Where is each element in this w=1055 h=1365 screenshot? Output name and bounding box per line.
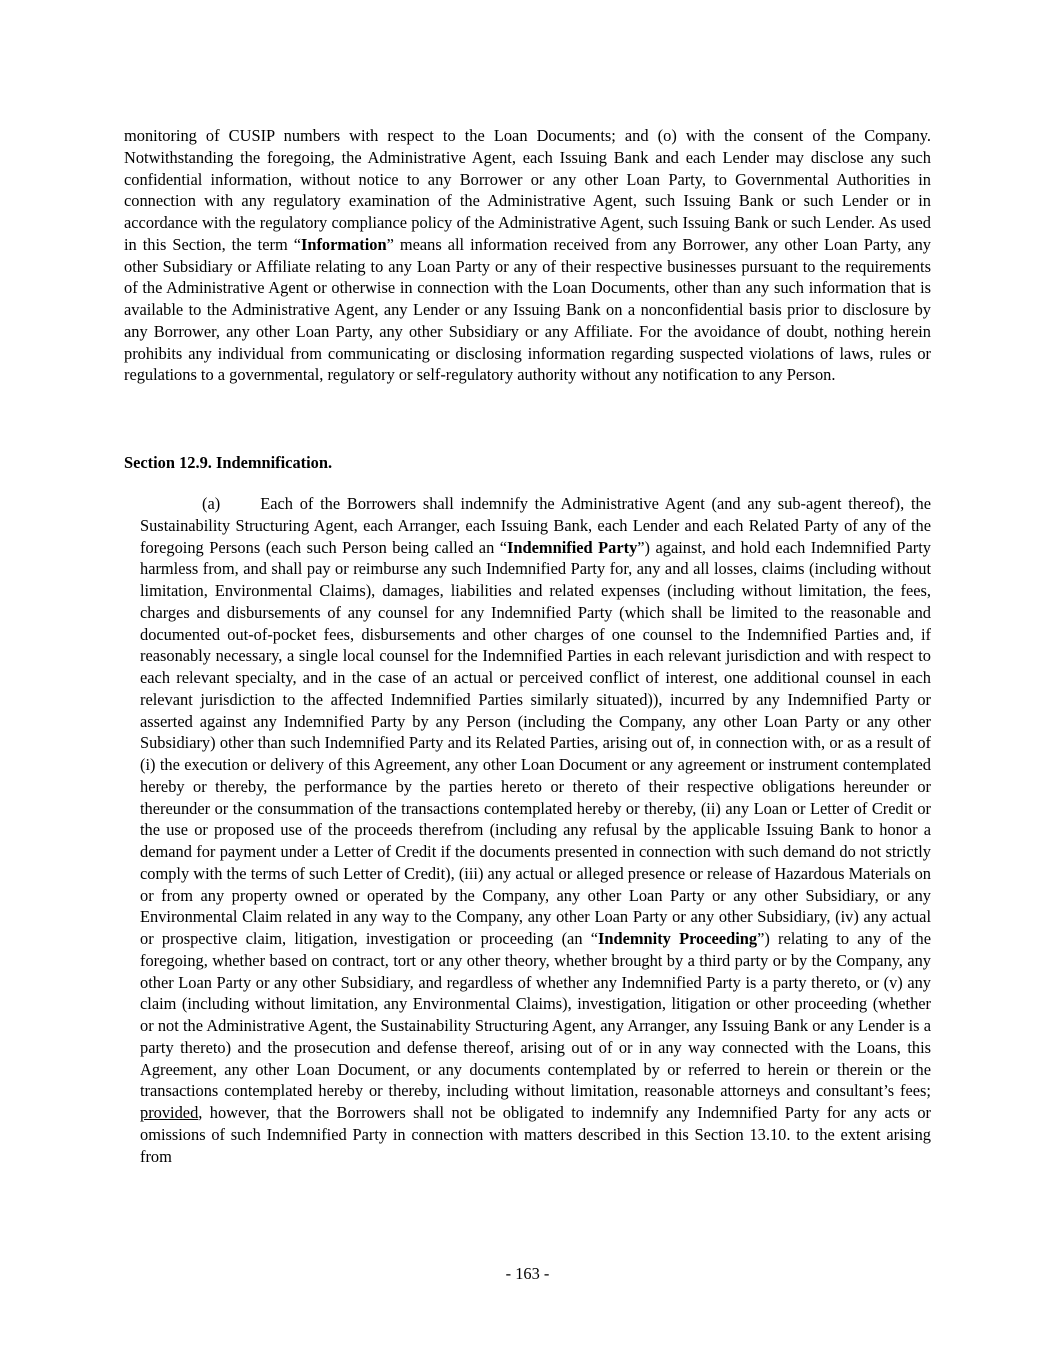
paragraph-text: monitoring of CUSIP numbers with respect to the Loan Documents; and (o) with the consent of the Company. Notwithstanding the foregoing, the Administrative Agent, each Issuing Bank and each Lender may disclose any such confidential information, without notice to any Borrower or any other Loan Party, to Governmental Authorities in connection with any regulatory examination of the Administrative Agent, such Issuing Bank or such Lender or in accordance with the regulatory compliance policy of the Administrative Agent, such Issuing Bank or such Lender. As used in this Section, the term “ (124, 126, 931, 254)
paragraph-text: ” means all information received from any Borrower, any other Loan Party, any other Subsidiary or Affiliate relating to any Loan Party or any of their respective businesses pursuant to the requirements of the Administrative Agent or otherwise in connection with the Loan Documents, other than any such information that is available to the Administrative Agent, any Lender or any Issuing Bank on a nonconfidential basis prior to disclosure by any Borrower, any other Loan Party, any other Subsidiary or any Affiliate. For the avoidance of doubt, nothing herein prohibits any individual from communicating or disclosing information regarding suspected violations of laws, rules or regulations to a governmental, regulatory or self-regulatory authority without any notification to any Person. (124, 234, 931, 385)
defined-term-indemnified-party: Indemnified Party (507, 537, 638, 557)
paragraph-text: Each of the Borrowers shall indemnify the Administrative Agent (and any sub-agent thereof), the Sustainability Structuring Agent, each Arranger, each Issuing Bank, each Lender and each Related Party of any of the foregoing Persons (each such Person being called an “ (140, 494, 931, 557)
indemnification-paragraph-a (140, 493, 931, 1167)
paragraph-label: (a) (202, 494, 221, 513)
page-number: - 163 - (505, 1264, 550, 1283)
underlined-term-provided: provided (140, 1103, 199, 1122)
defined-term-indemnity-proceeding: Indemnity Proceeding (598, 929, 758, 948)
paragraph-text: ”) relating to any of the foregoing, whether based on contract, tort or any other theory, whether brought by a third party or by the Company, any other Loan Party or any other Subsidiary, and regardless of whether any Indemnified Party is a party thereto, or (v) any claim (including without limitation, any Environmental Claims), investigation, litigation or other proceeding (whether or not the Administrative Agent, the Sustainability Structuring Agent, any Arranger, any Issuing Bank or any Lender is a party thereto) and the prosecution and defense thereof, arising out of or in any way connected with the Loans, this Agreement, any other Loan Document, or any documents contemplated by or referred to herein or therein or the transactions contemplated hereby or thereby, including without limitation, reasonable attorneys and consultant’s fees; (140, 929, 931, 1101)
confidentiality-paragraph (124, 125, 931, 386)
defined-term-information: Information (300, 234, 387, 254)
section-heading: Section 12.9. Indemnification. (124, 453, 333, 472)
paragraph-text: ”) against, and hold each Indemnified Party harmless from, and shall pay or reimburse any such Indemnified Party for, any and all losses, claims (including without limitation, Environmental Claims), damages, liabilities and related expenses (including without limitation, the fees, charges and disbursements of any counsel for any Indemnified Party (which shall be limited to the reasonable and documented out-of-pocket fees, disbursements and other charges of one counsel to the Indemnified Parties and, if reasonably necessary, a single local counsel for the Indemnified Parties in each relevant jurisdiction and with respect to each relevant specialty, and in the case of an actual or perceived conflict of interest, one additional counsel in each relevant jurisdiction to the affected Indemnified Parties similarly situated)), incurred by any Indemnified Party or asserted against any Indemnified Party by any Person (including the Company, any other Loan Party or any other Subsidiary) other than such Indemnified Party and its Related Parties, arising out of, in connection with, or as a result of (i) the execution or delivery of this Agreement, any other Loan Document or any agreement or instrument contemplated hereby or thereby, the performance by the parties hereto or thereto of their respective obligations hereunder or thereunder or the consummation of the transactions contemplated hereby or thereby, (ii) any Loan or Letter of Credit or the use or proposed use of the proceeds therefrom (including any refusal by the applicable Issuing Bank to honor a demand for payment under a Letter of Credit if the documents presented in connection with such demand do not strictly comply with the terms of such Letter of Credit), (iii) any actual or alleged presence or release of Hazardous Materials on or from any property owned or operated by the Company, any other Loan Party or any other Subsidiary, or any Environmental Claim related in any way to the Company, any other Loan Party or any other Subsidiary, (iv) any actual or prospective claim, litigation, investigation or proceeding (an “ (140, 537, 931, 948)
paragraph-text: , however, that the Borrowers shall not be obligated to indemnify any Indemnified Party for any acts or omissions of such Indemnified Party in connection with matters described in this Section 13.10. to the extent arising from (140, 1103, 931, 1166)
